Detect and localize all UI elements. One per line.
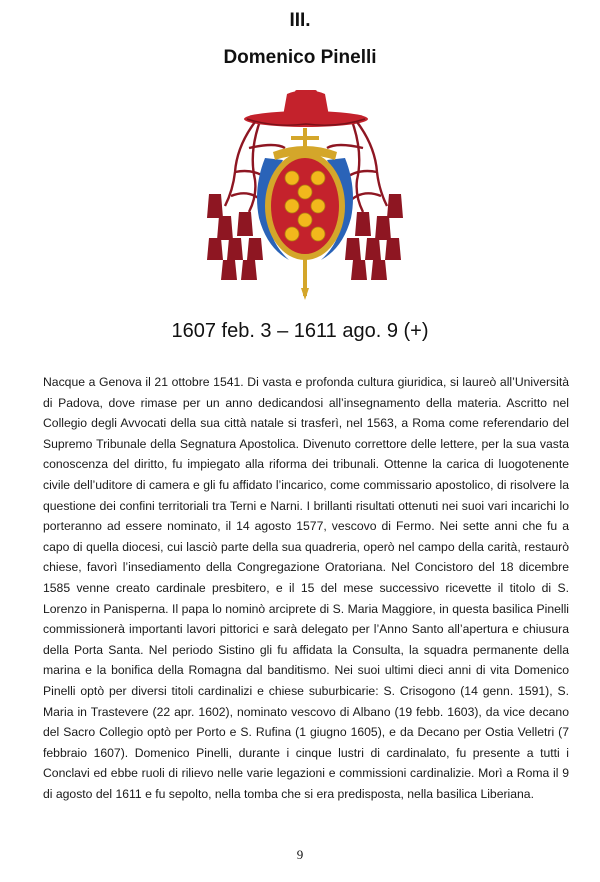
coat-of-arms xyxy=(195,88,415,300)
page-title: Domenico Pinelli xyxy=(223,47,377,68)
episcopate-dates: 1607 feb. 3 – 1611 ago. 9 (+) xyxy=(171,320,429,342)
chapter-numeral: III. xyxy=(289,10,311,31)
page-number: 9 xyxy=(296,847,304,862)
cardinal-coat-of-arms-icon xyxy=(195,88,415,300)
biography-paragraph: Nacque a Genova il 21 ottobre 1541. Di vasta e profonda cultura giuridica, si laureò all’Università di Padova, dove rimase per un anno dedicandosi all’insegnamento della materia. Ascritto nel Collegio degli Avvocati della sua città natale si trasferì, nel 1563, a Roma come referendario del Supremo Tribunale della Segnatura Apostolica. Divenuto correttore delle lettere, per la sua vasta conoscenza del diritto, fu impiegato alla riforma dei tribunali. Ottenne la carica di luogotenente civile dell’uditore di camera e gli fu affidato l’incarico, come commissario apostolico, di risolvere la questione dei confini territoriali tra Terni e Narni. I brillanti risultati ottenuti nei suoi vari incarichi lo porteranno ad essere nominato, il 14 agosto 1577, vescovo di Fermo. Nei sette anni che fu a capo di quella diocesi, cui lasciò parte della sua quadreria, operò nel campo della carità, restaurò chiese, favorì l’insediamento della Congregazione Oratoriana. Nel Concistoro del 18 dicembre 1585 venne creato cardinale presbitero, e il 15 del mese successivo ricevette il titolo di S. Lorenzo in Panisperna. Il papa lo nominò arciprete di S. Maria Maggiore, in questa basilica Pinelli commissionerà importanti lavori pittorici e sarà delegato per l’Anno Santo all’apertura e chiusura della Porta Santa. Nel periodo Sistino gli fu affidata la Consulta, la squadra permanente della marina e la bonifica della Romagna dal banditismo. Nei suoi ultimi dieci anni di vita Domenico Pinelli optò per diversi titoli cardinalizi e chiese suburbicarie: S. Crisogono (14 genn. 1591), S. Maria in Trastevere (22 apr. 1602), nominato vescovo di Albano (19 febb. 1603), da vice decano del Sacro Collegio optò per Porto e S. Rufina (1 giugno 1605), e da Decano per Ostia Velletri (7 febbraio 1607). Domenico Pinelli, durante i cinque lustri di cardinalato, fu presente a tutti i Conclavi ed ebbe ruoli di rilievo nelle varie legazioni e commissioni cardinalizie. Morì a Roma il 9 di agosto del 1611 e fu sepolto, nella tomba che si era predisposta, nella basilica Liberiana. xyxy=(43,375,569,801)
